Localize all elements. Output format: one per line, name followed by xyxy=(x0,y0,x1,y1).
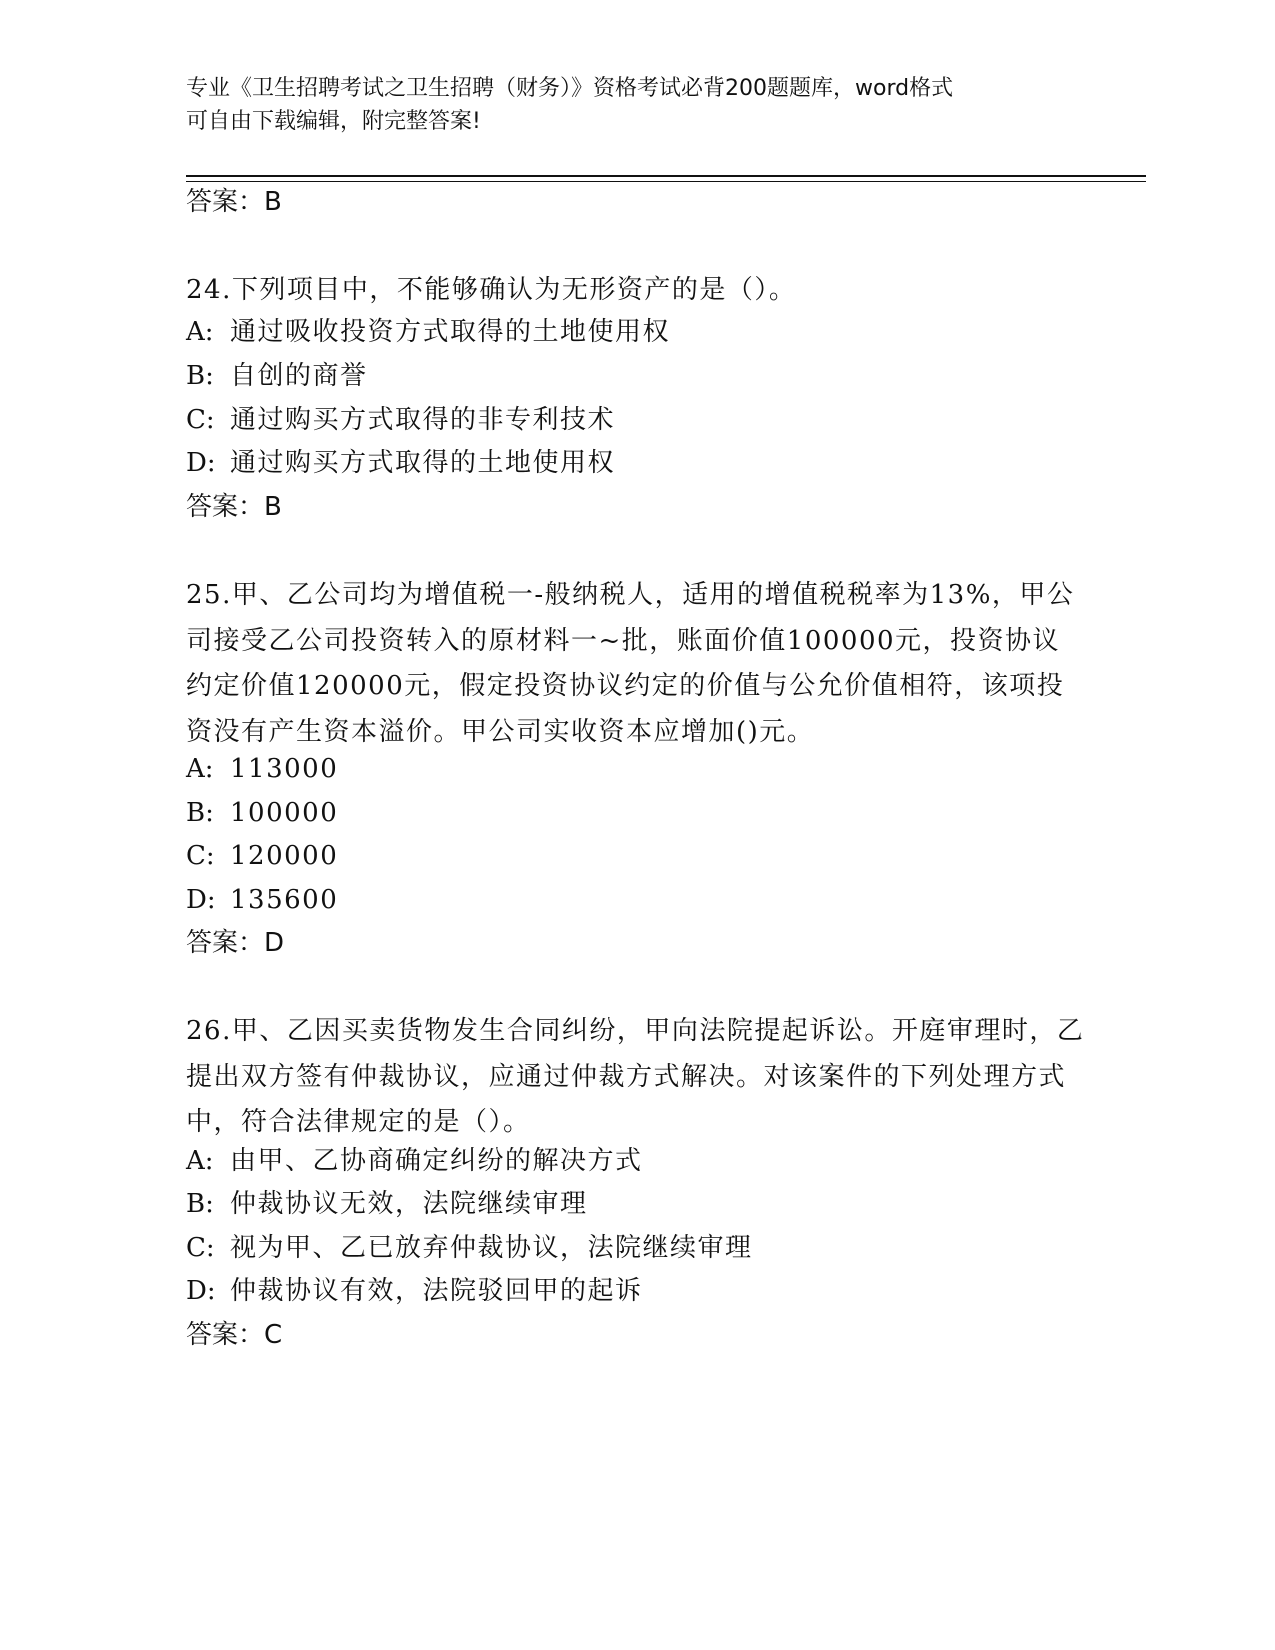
option-text: 自创的商誉 xyxy=(230,361,368,391)
option-c xyxy=(186,403,615,437)
option-letter: C: xyxy=(186,405,215,435)
option-letter: D: xyxy=(186,1276,216,1306)
option-a xyxy=(186,752,338,786)
option-b xyxy=(186,1187,588,1221)
option-d xyxy=(186,883,338,917)
option-letter: C: xyxy=(186,841,215,871)
answer-value: C xyxy=(264,1320,283,1350)
option-letter: A: xyxy=(186,754,214,784)
option-d xyxy=(186,1274,643,1308)
option-text: 仲裁协议有效，法院驳回甲的起诉 xyxy=(230,1276,643,1306)
option-letter: B: xyxy=(186,361,214,391)
answer-value: B xyxy=(264,492,282,522)
option-text: 100000 xyxy=(230,798,339,828)
answer xyxy=(186,1318,282,1352)
option-text: 通过吸收投资方式取得的土地使用权 xyxy=(230,317,671,347)
option-text: 由甲、乙协商确定纠纷的解决方式 xyxy=(230,1146,643,1176)
option-c xyxy=(186,1231,753,1265)
answer-label: 答案： xyxy=(186,187,265,217)
option-a xyxy=(186,1144,643,1178)
header-rule-thin xyxy=(186,181,1146,182)
option-text: 135600 xyxy=(230,885,339,915)
option-text: 113000 xyxy=(230,754,339,784)
header-line-2: 可自由下载编辑，附完整答案! xyxy=(186,109,481,134)
option-letter: C: xyxy=(186,1233,215,1263)
option-text: 仲裁协议无效，法院继续审理 xyxy=(230,1189,588,1219)
option-letter: A: xyxy=(186,1146,214,1176)
option-letter: B: xyxy=(186,798,214,828)
answer xyxy=(186,926,284,960)
question-text: 25.甲、乙公司均为增值税一-般纳税人，适用的增值税税率为13%，甲公司接受乙公司投资转入的原材料一~批，账面价值100000元，投资协议约定价值120000元，假定投资协议约定的价值与公允价值相符，该项投资没有产生资本溢价。甲公司实收资本应增加()元。 xyxy=(186,580,1075,747)
option-letter: B: xyxy=(186,1189,214,1219)
document-header xyxy=(186,72,1066,138)
answer-value: B xyxy=(264,187,282,217)
option-text: 通过购买方式取得的非专利技术 xyxy=(230,405,616,435)
question-text: 26.甲、乙因买卖货物发生合同纠纷，甲向法院提起诉讼。开庭审理时，乙提出双方签有仲裁协议，应通过仲裁方式解决。对该案件的下列处理方式中，符合法律规定的是（）。 xyxy=(186,1016,1085,1137)
option-b xyxy=(186,796,338,830)
option-text: 视为甲、乙已放弃仲裁协议，法院继续审理 xyxy=(230,1233,753,1263)
option-d xyxy=(186,446,615,480)
previous-answer xyxy=(186,185,282,219)
option-text: 通过购买方式取得的土地使用权 xyxy=(230,448,616,478)
option-c xyxy=(186,839,338,873)
question-text: 24.下列项目中，不能够确认为无形资产的是（）。 xyxy=(186,275,797,305)
option-letter: D: xyxy=(186,448,216,478)
option-a xyxy=(186,315,670,349)
option-b xyxy=(186,359,368,393)
header-line-1: 专业《卫生招聘考试之卫生招聘（财务）》资格考试必背200题题库，word格式 xyxy=(186,76,954,101)
answer xyxy=(186,490,282,524)
option-letter: A: xyxy=(186,317,214,347)
answer-label: 答案： xyxy=(186,1320,265,1350)
option-letter: D: xyxy=(186,885,216,915)
answer-value: D xyxy=(264,928,285,958)
option-text: 120000 xyxy=(230,841,339,871)
answer-label: 答案： xyxy=(186,492,265,522)
answer-label: 答案： xyxy=(186,928,265,958)
header-rule-thick xyxy=(186,175,1146,177)
